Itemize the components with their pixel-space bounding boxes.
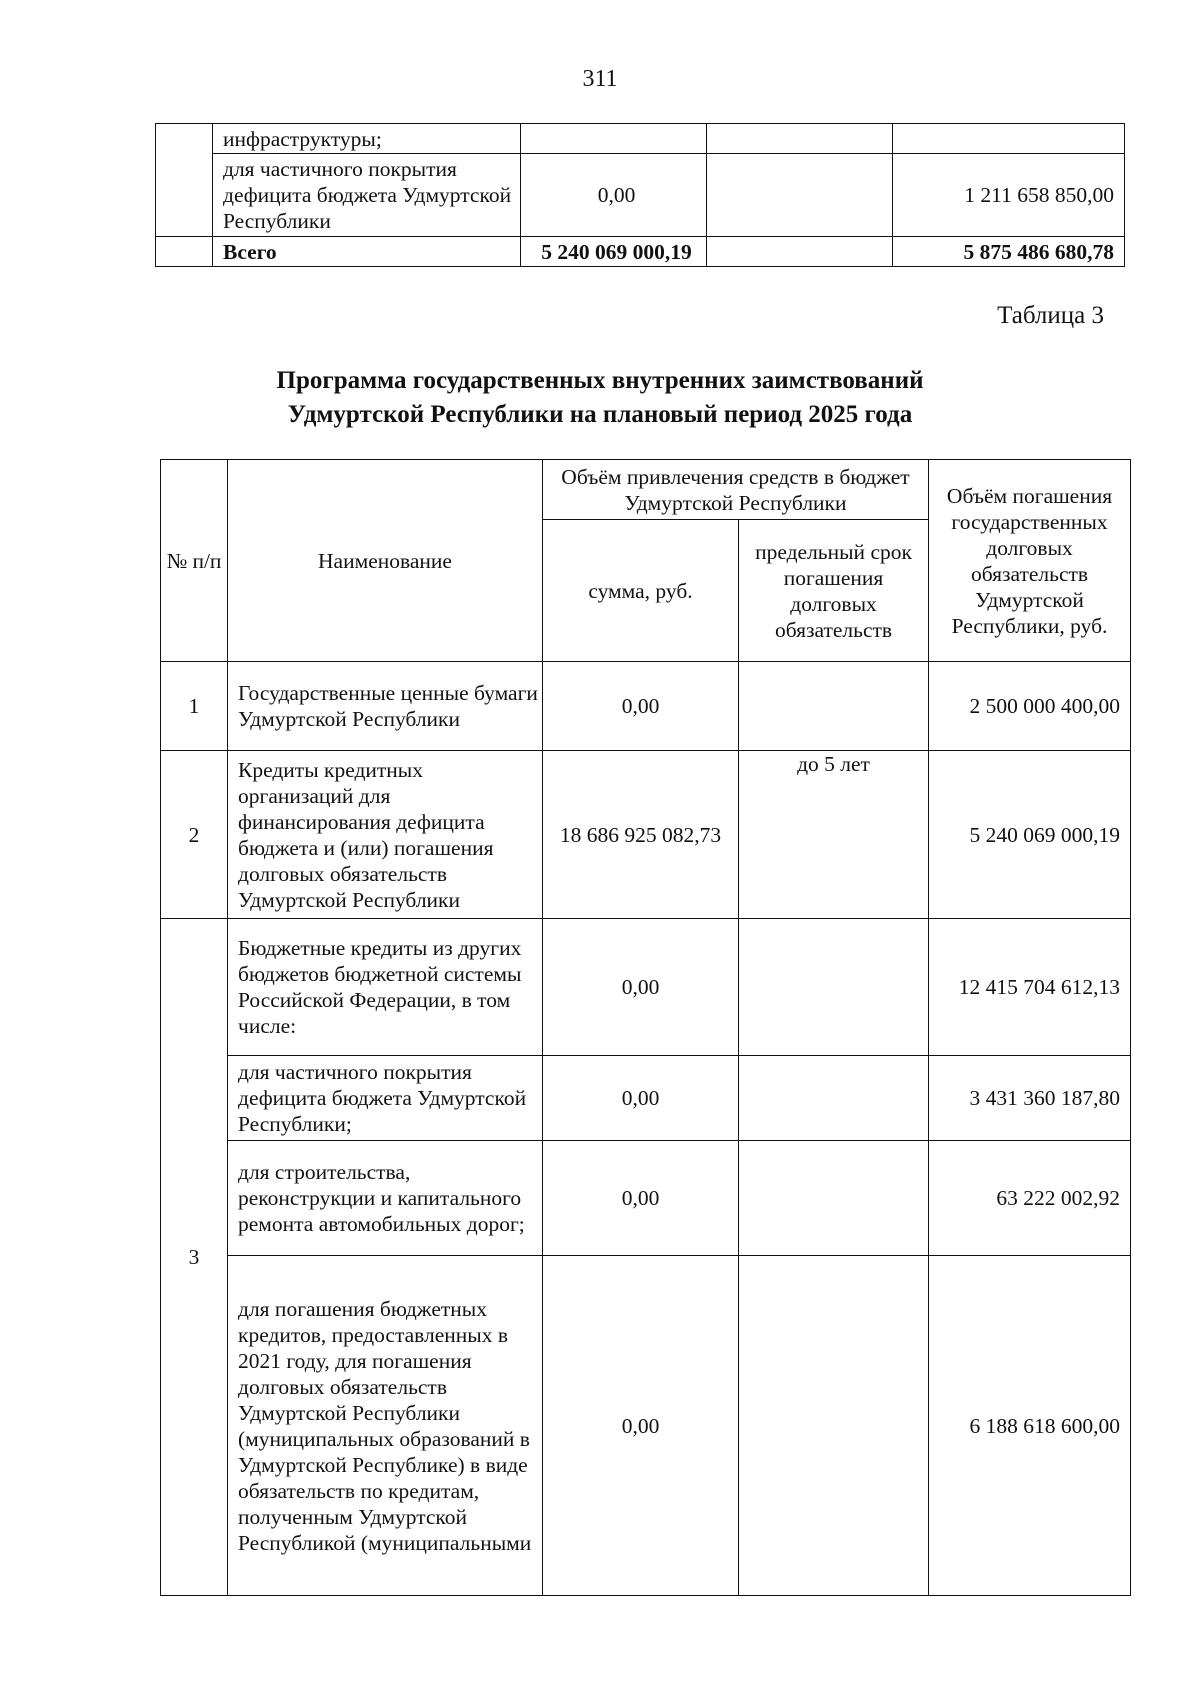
table-row [161,919,1131,1056]
header-term: предельный срок погашения долговых обязательств [739,520,929,662]
row-sum: 0,00 [543,662,739,751]
row-name: Государственные ценные бумаги Удмуртской Республики [228,662,543,751]
row-repay: 12 415 704 612,13 [929,919,1131,1056]
table-row [161,751,1131,919]
row-repay: 5 240 069 000,19 [929,751,1131,919]
name-cell: для частичного покрытия дефицита бюджета Удмуртской Республики [213,154,521,237]
row-repay: 3 431 360 187,80 [929,1056,1131,1141]
table-row [161,1056,1131,1141]
total-row [156,237,1125,267]
table-row [161,662,1131,751]
row-name: Бюджетные кредиты из других бюджетов бюджетной системы Российской Федерации, в том числе: [228,919,543,1056]
header-num: № п/п [161,460,228,662]
table-row [161,1256,1131,1596]
table-row [156,154,1125,237]
table-row [161,1141,1131,1256]
row-term [739,919,929,1056]
table-label: Таблица 3 [997,302,1104,329]
row-term [739,1056,929,1141]
total-repay: 5 875 486 680,78 [893,237,1125,267]
num-cell [156,237,213,267]
term-cell [707,124,893,154]
row-term: до 5 лет [739,751,929,919]
row-sum: 0,00 [543,1056,739,1141]
row-sum: 0,00 [543,919,739,1056]
sum-cell [521,124,707,154]
continued-table [155,123,1125,267]
header-repay: Объём погашения государственных долговых обязательств Удмуртской Республики, руб. [929,460,1131,662]
total-sum: 5 240 069 000,19 [521,237,707,267]
row-num: 3 [161,919,228,1596]
sum-cell: 0,00 [521,154,707,237]
term-cell [707,237,893,267]
table-title [0,364,1200,432]
row-sum: 18 686 925 082,73 [543,751,739,919]
row-num: 2 [161,751,228,919]
name-cell: инфраструктуры; [213,124,521,154]
row-repay: 2 500 000 400,00 [929,662,1131,751]
row-name: Кредиты кредитных организаций для финансирования дефицита бюджета и (или) погашения долговых обязательств Удмуртской Республики [228,751,543,919]
row-repay: 63 222 002,92 [929,1141,1131,1256]
title-line-1: Программа государственных внутренних заимствований [276,367,924,394]
title-line-2: Удмуртской Республики на плановый период 2025 года [287,401,913,428]
header-sum: сумма, руб. [543,520,739,662]
row-name: для частичного покрытия дефицита бюджета Удмуртской Республики; [228,1056,543,1141]
row-name: для погашения бюджетных кредитов, предоставленных в 2021 году, для погашения долговых обязательств Удмуртской Республики (муниципальных образований в Удмуртской Республике) в виде обязательств по кредитам, полученным Удмуртской Республикой (муниципальными [228,1256,543,1596]
row-repay: 6 188 618 600,00 [929,1256,1131,1596]
header-row [161,460,1131,520]
row-term [739,662,929,751]
row-sum: 0,00 [543,1141,739,1256]
borrowing-program-table [160,459,1131,1596]
header-attract-group: Объём привлечения средств в бюджет Удмуртской Республики [543,460,929,520]
repay-cell: 1 211 658 850,00 [893,154,1125,237]
term-cell [707,154,893,237]
repay-cell [893,124,1125,154]
row-num: 1 [161,662,228,751]
header-name: Наименование [228,460,543,662]
page-number: 311 [582,66,618,92]
num-cell [156,124,213,237]
table-row [156,124,1125,154]
row-name: для строительства, реконструкции и капитального ремонта автомобильных дорог; [228,1141,543,1256]
row-term [739,1141,929,1256]
total-label: Всего [213,237,521,267]
row-sum: 0,00 [543,1256,739,1596]
row-term [739,1256,929,1596]
